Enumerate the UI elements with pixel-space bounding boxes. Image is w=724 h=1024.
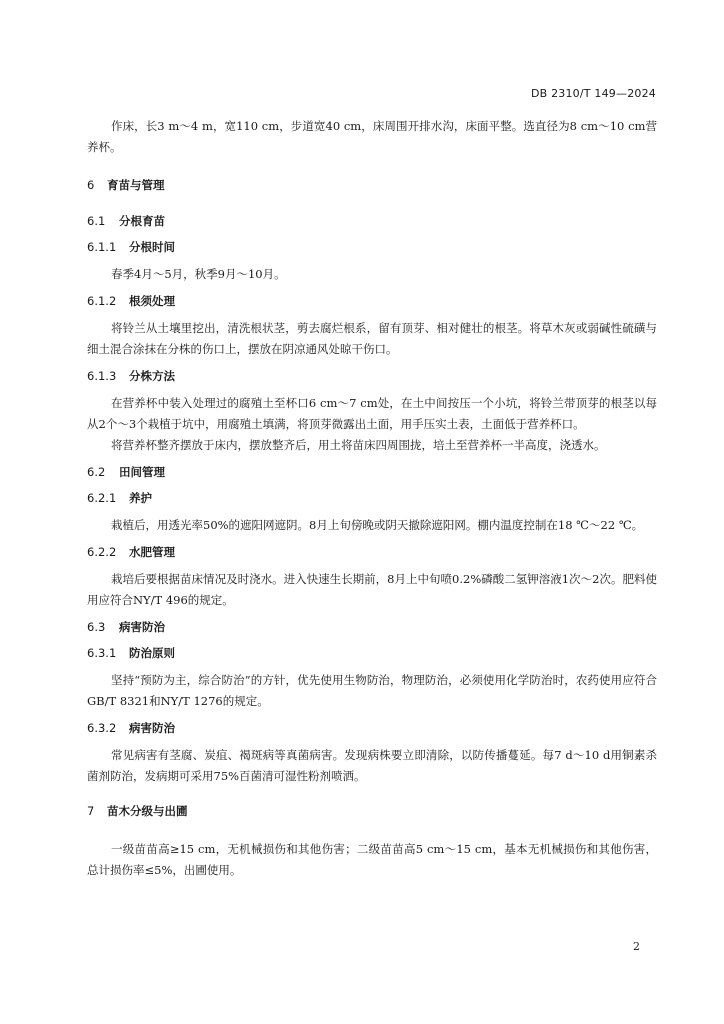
section-title: 育苗与管理 (107, 178, 165, 192)
clause-heading (87, 542, 657, 563)
clause-title: 水肥管理 (129, 545, 175, 559)
document-header-code: DB 2310/T 149—2024 (530, 87, 656, 100)
paragraph: 将营养杯整齐摆放于床内，摆放整齐后，用土将苗床四周围拢，培土至营养杯一半高度，浇透水。 (111, 438, 606, 452)
clause-title: 养护 (129, 491, 152, 505)
paragraph: 常见病害有茎腐、炭疽、褐斑病等真菌病害。发现病株要立即清除，以防传播蔓延。每7 d～10 d用铜素杀菌剂防治，发病期可采用75%百菌清可湿性粉剂喷洒。 (87, 748, 657, 783)
subsection-number: 6.3 (87, 620, 106, 634)
clause-number: 6.2.1 (87, 491, 117, 505)
clause-title: 分根时间 (129, 240, 175, 254)
subsection-title: 田间管理 (119, 465, 165, 479)
clause-title: 根须处理 (129, 294, 175, 308)
clause-heading (87, 291, 657, 312)
clause-number: 6.3.2 (87, 721, 117, 735)
section-heading (87, 801, 657, 822)
section-heading (87, 175, 657, 196)
paragraph: 在营养杯中装入处理过的腐殖土至杯口6 cm～7 cm处，在土中间按压一个小坑，将铃兰带顶芽的根茎以每从2个～3个栽植于坑中，用腐殖土填满，将顶芽微露出土面，用手压实土表，土面低于营养杯口。 (87, 396, 657, 431)
paragraph: 栽培后要根据苗床情况及时浇水。进入快速生长期前，8月上中旬喷0.2%磷酸二氢钾溶液1次～2次。肥料使用应符合NY/T 496的规定。 (87, 572, 657, 607)
subsection-heading (87, 462, 657, 483)
document-body (87, 116, 657, 881)
section-number: 7 (87, 804, 95, 818)
section-number: 6 (87, 178, 95, 192)
clause-heading (87, 237, 657, 258)
paragraph: 将铃兰从土壤里挖出，清洗根状茎，剪去腐烂根系，留有顶芽、相对健壮的根茎。将草木灰或弱碱性硫磺与细土混合涂抹在分株的伤口上，摆放在阴凉通风处晾干伤口。 (87, 321, 657, 356)
paragraph: 坚持“预防为主，综合防治”的方针，优先使用生物防治，物理防治，必须使用化学防治时，农药使用应符合GB/T 8321和NY/T 1276的规定。 (87, 673, 657, 708)
subsection-title: 分根育苗 (119, 214, 165, 228)
clause-heading (87, 643, 657, 664)
subsection-number: 6.2 (87, 465, 106, 479)
clause-heading (87, 366, 657, 387)
clause-title: 病害防治 (129, 721, 175, 735)
clause-heading (87, 488, 657, 509)
section-title: 苗木分级与出圃 (107, 804, 188, 818)
page-number: 2 (633, 940, 640, 953)
clause-heading (87, 718, 657, 739)
subsection-heading (87, 617, 657, 638)
paragraph: 春季4月～5月，秋季9月～10月。 (111, 267, 286, 281)
subsection-heading (87, 211, 657, 232)
clause-title: 防治原则 (129, 646, 175, 660)
subsection-title: 病害防治 (119, 620, 165, 634)
paragraph: 栽植后，用透光率50%的遮阳网遮阴。8月上旬傍晚或阴天撤除遮阳网。棚内温度控制在18 ℃～22 ℃。 (111, 518, 644, 532)
paragraph: 作床，长3 m～4 m，宽110 cm，步道宽40 cm，床周围开排水沟，床面平整。选直径为8 cm～10 cm营养杯。 (87, 119, 657, 154)
paragraph: 一级苗苗高≥15 cm，无机械损伤和其他伤害；二级苗苗高5 cm～15 cm，基本无机械损伤和其他伤害，总计损伤率≤5%，出圃使用。 (87, 842, 657, 877)
clause-number: 6.1.1 (87, 240, 117, 254)
clause-number: 6.1.3 (87, 369, 117, 383)
clause-number: 6.2.2 (87, 545, 117, 559)
clause-title: 分株方法 (129, 369, 175, 383)
subsection-number: 6.1 (87, 214, 106, 228)
clause-number: 6.3.1 (87, 646, 117, 660)
clause-number: 6.1.2 (87, 294, 117, 308)
